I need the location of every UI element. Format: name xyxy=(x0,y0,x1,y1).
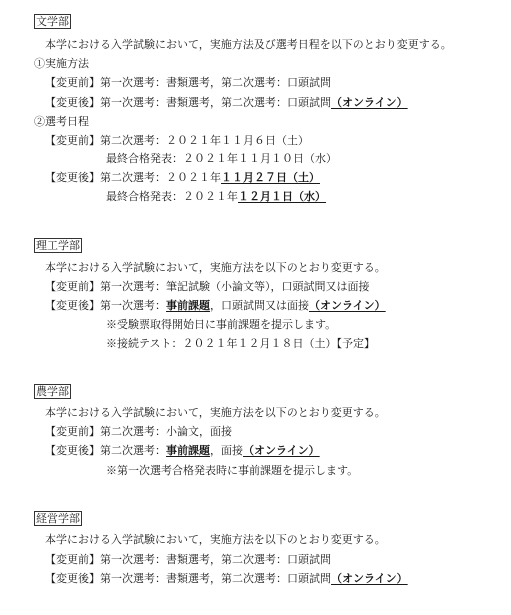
note: ※第一次選考合格発表時に事前課題を提示します。 xyxy=(106,464,359,477)
change-before: 【変更前】第一次選考：書類選考，第二次選考：口頭試問 xyxy=(45,553,331,566)
change-after: 【変更後】第二次選考：事前課題，面接（オンライン） xyxy=(45,444,320,457)
section-heading-science-engineering: 理工学部 xyxy=(36,239,80,252)
section-intro: 本学における入学試験において，実施方法を以下のとおり変更する。 xyxy=(45,261,386,274)
change-after: 【変更後】第一次選考：書類選考，第二次選考：口頭試問（オンライン） xyxy=(45,96,408,109)
changed-text: 事前課題 xyxy=(166,299,210,312)
section-heading-literature: 文学部 xyxy=(36,15,69,28)
section-intro: 本学における入学試験において，実施方法を以下のとおり変更する。 xyxy=(45,533,386,546)
change-before: 【変更前】第二次選考：２０２１年１１月６日（土） xyxy=(45,134,309,147)
section-intro: 本学における入学試験において，実施方法を以下のとおり変更する。 xyxy=(45,406,386,419)
section-intro: 本学における入学試験において，実施方法及び選考日程を以下のとおり変更する。 xyxy=(45,38,452,51)
changed-text: １１月２７日（土） xyxy=(221,171,320,184)
section-heading-agriculture: 農学部 xyxy=(36,385,69,398)
change-after: 【変更後】第二次選考：２０２１年１１月２７日（土） xyxy=(45,171,320,184)
change-before-final: 最終合格発表：２０２１年１１月１０日（水） xyxy=(106,152,337,165)
changed-text: （オンライン） xyxy=(243,444,320,457)
change-after: 【変更後】第一次選考：事前課題，口頭試問又は面接（オンライン） xyxy=(45,299,386,312)
section-heading-business: 経営学部 xyxy=(36,512,80,525)
change-before: 【変更前】第一次選考：筆記試験（小論文等），口頭試問又は面接 xyxy=(45,280,370,293)
change-before: 【変更前】第二次選考：小論文，面接 xyxy=(45,425,232,438)
changed-text: 事前課題 xyxy=(166,444,210,457)
changed-text: （オンライン） xyxy=(331,572,408,585)
change-after: 【変更後】第一次選考：書類選考，第二次選考：口頭試問（オンライン） xyxy=(45,572,408,585)
note: ※接続テスト：２０２１年１２月１８日（土）【予定】 xyxy=(106,337,376,350)
subheading-schedule: ②選考日程 xyxy=(34,115,89,128)
changed-text: （オンライン） xyxy=(331,96,408,109)
changed-text: １２月１日（水） xyxy=(238,190,326,203)
note: ※受験票取得開始日に事前課題を提示します。 xyxy=(106,318,337,331)
change-before: 【変更前】第一次選考：書類選考，第二次選考：口頭試問 xyxy=(45,76,331,89)
changed-text: （オンライン） xyxy=(309,299,386,312)
subheading-method: ①実施方法 xyxy=(34,57,89,70)
change-after-final: 最終合格発表：２０２１年１２月１日（水） xyxy=(106,190,326,203)
